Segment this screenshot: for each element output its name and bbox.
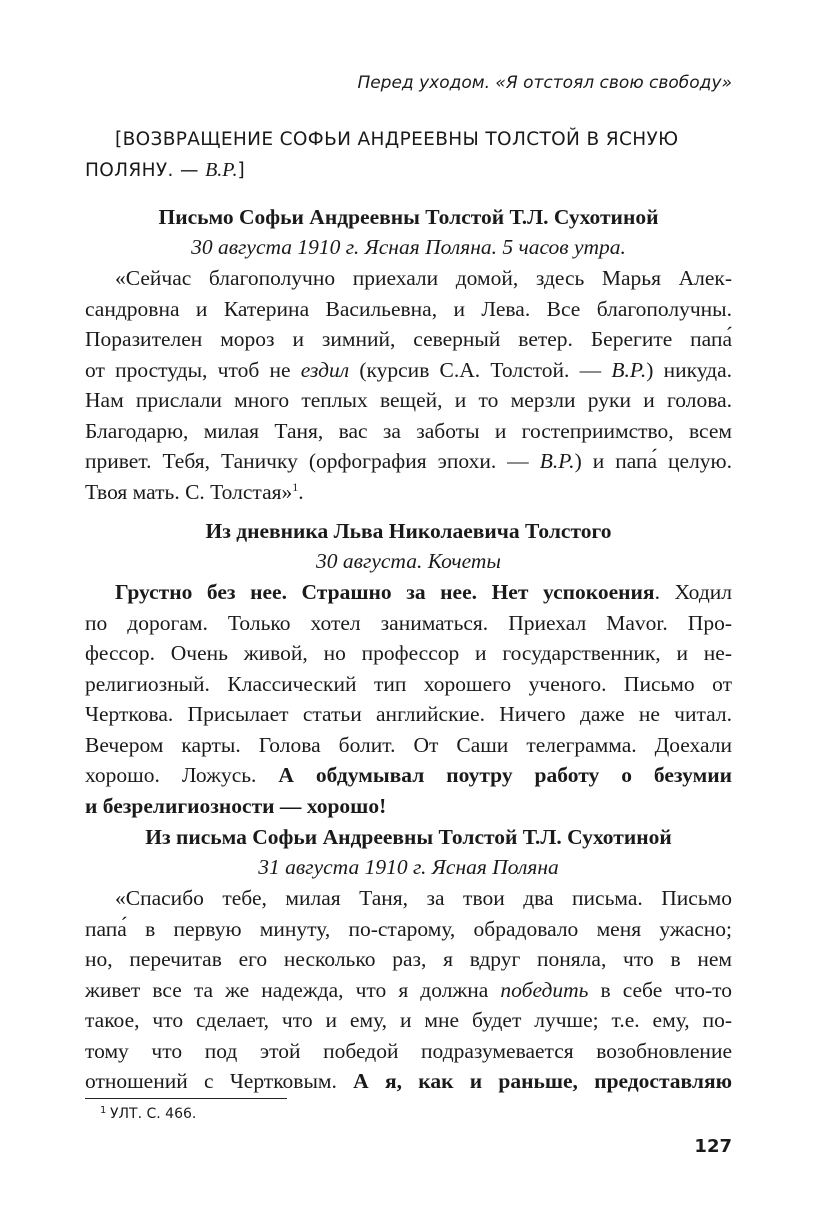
s2-line-1-bold: Грустно без нее. Страшно за нее. Нет успокоения <box>115 580 655 604</box>
s3-line-7 <box>85 1066 732 1097</box>
s1-line-8 <box>85 477 732 508</box>
s3-line-4c: в себе что-то <box>600 977 733 1002</box>
footnote <box>100 1104 197 1124</box>
footnote-number: 1 <box>100 1105 107 1116</box>
section-1-body <box>85 263 732 507</box>
s1-line-4 <box>85 355 732 386</box>
s3-line-4-italic: победить <box>500 977 589 1002</box>
s3-line-4a: живет все та же надежда, что я должна <box>85 977 489 1002</box>
s2-line-3: фессор. Очень живой, но профессор и государственник, и не- <box>85 641 732 665</box>
intro-bracket-close: ] <box>237 160 246 181</box>
s2-line-8-bold: и безрелигиозности — хорошо! <box>85 793 387 818</box>
intro-line-1: [ВОЗВРАЩЕНИЕ СОФЬИ АНДРЕЕВНЫ ТОЛСТОЙ В ЯСНУЮ <box>115 129 679 150</box>
intro-initials: В.Р. <box>205 159 238 181</box>
footnote-ref[interactable]: 1 <box>292 479 299 494</box>
s3-line-7-bold: А я, как и раньше, предоставляю <box>353 1069 733 1093</box>
s2-line-7-bold: А обдумывал поутру работу о безумии <box>278 763 733 787</box>
section-3-title: Из письма Софьи Андреевны Толстой Т.Л. Сухотиной <box>145 825 672 849</box>
s2-line-4: религиозный. Классический тип хорошего ученого. Письмо от <box>85 671 732 696</box>
s1-line-6: Благодарю, милая Таня, вас за заботы и гостеприимство, всем <box>85 418 732 443</box>
s3-line-5: такое, что сделает, что и ему, и мне будет лучше; т.е. ему, по- <box>85 1008 732 1032</box>
s1-line-8-end: . <box>298 479 304 504</box>
s3-line-6: тому что под этой победой подразумевается возобновление <box>85 1038 732 1063</box>
s1-line-4-italic: ездил <box>300 357 350 382</box>
s3-line-1: «Спасибо тебе, милая Таня, за твои два письма. Письмо <box>115 886 732 910</box>
s2-line-1b: . Ходил <box>654 580 732 604</box>
s3-line-7a: отношений с Чертковым. <box>85 1069 337 1093</box>
s3-line-2: папа́ в первую минуту, по-старому, обрадовало меня ужасно; <box>85 916 732 941</box>
s1-line-7-initials: В.Р. <box>539 449 575 473</box>
s1-line-7a: привет. Тебя, Таничку (орфография эпохи. — <box>85 449 529 473</box>
footnote-text: УЛТ. С. 466. <box>110 1106 197 1122</box>
section-2-subtitle: 30 августа. Кочеты <box>316 549 501 573</box>
section-3-subtitle: 31 августа 1910 г. Ясная Поляна <box>258 855 559 879</box>
s1-line-7 <box>85 446 732 477</box>
intro-line-2a: ПОЛЯНУ. — <box>85 160 199 181</box>
s2-line-7 <box>85 760 732 791</box>
s2-line-5: Черткова. Присылает статьи английские. Ничего даже не читал. <box>85 702 732 726</box>
intro-bracket-note <box>85 124 732 186</box>
s1-line-7c: ) и папа́ целую. <box>574 449 732 473</box>
section-2-title: Из дневника Льва Николаевича Толстого <box>205 519 612 543</box>
section-3-body <box>85 883 732 1097</box>
s1-line-4-initials: В.Р. <box>611 357 647 382</box>
s2-line-6: Вечером карты. Голова болит. От Саши телеграмма. Доехали <box>85 732 732 757</box>
s1-line-8-text: Твоя мать. С. Толстая» <box>85 479 293 504</box>
s1-line-1: «Сейчас благополучно приехали домой, здесь Марья Алек- <box>115 266 732 290</box>
s2-line-2: по дорогам. Только хотел заниматься. Приехал Mavor. Про- <box>85 610 732 635</box>
s3-line-3: но, перечитав его несколько раз, я вдруг поняла, что в нем <box>85 947 732 971</box>
footnote-divider <box>85 1098 287 1099</box>
s2-line-1 <box>85 577 732 608</box>
s2-line-8 <box>85 791 732 822</box>
s1-line-3: Поразителен мороз и зимний, северный ветер. Берегите папа́ <box>85 327 732 351</box>
s1-line-4c: (курсив С.А. Толстой. — <box>359 357 602 382</box>
s3-line-4 <box>85 975 732 1006</box>
section-2-body <box>85 577 732 821</box>
s1-line-4e: ) никуда. <box>646 357 732 382</box>
running-head: Перед уходом. «Я отстоял свою свободу» <box>357 73 732 93</box>
section-1-title: Письмо Софьи Андреевны Толстой Т.Л. Сухотиной <box>158 205 659 229</box>
s1-line-5: Нам прислали много теплых вещей, и то мерзли руки и голова. <box>85 388 732 412</box>
section-1-subtitle: 30 августа 1910 г. Ясная Поляна. 5 часов утра. <box>191 235 626 259</box>
s1-line-4a: от простуды, чтоб не <box>85 357 291 382</box>
s2-line-7a: хорошо. Ложусь. <box>85 763 257 787</box>
page-number: 127 <box>694 1136 732 1157</box>
s1-line-2: сандровна и Катерина Васильевна, и Лева. Все благополучны. <box>85 296 732 321</box>
